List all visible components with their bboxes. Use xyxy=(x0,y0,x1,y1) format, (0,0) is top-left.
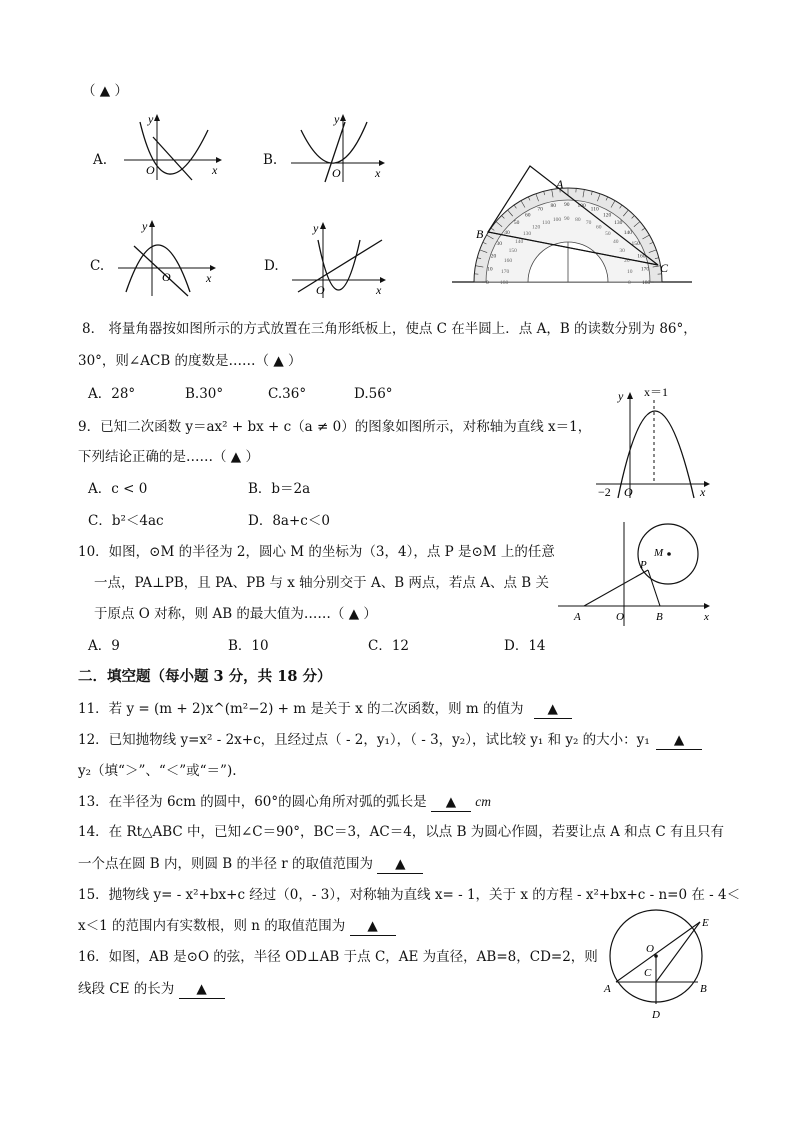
q8-line1: 8． 将量角器按如图所示的方式放置在三角形纸板上，使点 C 在半圆上．点 A，B 的读数分别为 86°， xyxy=(82,321,697,337)
q10-option-c: C．12 xyxy=(368,638,410,654)
q10-label-x: x xyxy=(704,611,709,623)
q9-parabola-graph xyxy=(592,382,714,500)
q7-d-y: y xyxy=(313,221,319,235)
q10-circle-figure xyxy=(556,518,716,628)
protractor-label-c: C xyxy=(660,261,669,275)
q8-option-d: D.56° xyxy=(354,386,393,402)
q9-line2: 下列结论正确的是……（ ▲ ） xyxy=(78,449,259,465)
q16-line2 xyxy=(78,980,225,999)
q7-graph-b xyxy=(287,112,387,184)
q7-option-a-label: A. xyxy=(93,152,108,168)
q12-answer-blank[interactable]: ▲ xyxy=(656,731,702,750)
q10-option-d: D．14 xyxy=(504,638,546,654)
q11-answer-blank[interactable]: ▲ xyxy=(534,700,572,719)
protractor-outer-label: 120 xyxy=(603,212,612,219)
q10-label-m: M xyxy=(654,547,664,559)
protractor-inner-label: 150 xyxy=(508,248,517,254)
protractor-outer-label: 10 xyxy=(487,266,493,273)
q14-line1: 14．在 Rt△ABC 中，已知∠C＝90°，BC＝3，AC＝4，以点 B 为圆心作圆，若要让点 A 和点 C 有且只有 xyxy=(78,824,725,840)
q8-option-c: C.36° xyxy=(268,386,307,402)
protractor-outer-label: 180 xyxy=(642,280,651,286)
q10-label-b: B xyxy=(656,611,663,623)
q7-option-d-label: D. xyxy=(264,258,279,274)
protractor-label-a: A xyxy=(556,177,564,191)
q15-line1: 15．抛物线 y= - x²+bx+c 经过（0，- 3），对称轴为直线 x= - 1，关于 x 的方程 - x²+bx+c - n=0 在 - 4＜ xyxy=(78,887,741,903)
protractor-outer-label: 0 xyxy=(486,280,489,286)
protractor-inner-label: 10 xyxy=(627,268,633,275)
q12-line2: y₂（填“＞”、“＜”或“＝”). xyxy=(78,763,237,779)
q10-line1: 10．如图，⊙M 的半径为 2，圆心 M 的坐标为（3，4），点 P 是⊙M 上的任意 xyxy=(78,544,555,560)
protractor-outer-label: 130 xyxy=(614,220,623,227)
q16-line1: 16．如图，AB 是⊙O 的弦，半径 OD⊥AB 于点 C，AE 为直径，AB=8，CD=2，则 xyxy=(78,949,598,965)
protractor-inner-label: 40 xyxy=(613,238,619,245)
q14-answer-blank[interactable]: ▲ xyxy=(377,855,423,874)
protractor-figure xyxy=(452,152,692,302)
protractor-inner-label: 140 xyxy=(514,238,524,245)
q11-text: 11．若 y = (m + 2)x^(m²−2) + m 是关于 x 的二次函数，则 m 的值为 xyxy=(78,701,524,717)
q13-unit: cm xyxy=(475,794,491,809)
q11-line xyxy=(78,700,572,719)
q16-text: 线段 CE 的长为 xyxy=(78,981,175,997)
q9-y-label: y xyxy=(618,389,624,403)
q15-answer-blank[interactable]: ▲ xyxy=(350,917,396,936)
protractor-outer-label: 40 xyxy=(504,229,510,236)
protractor-outer-label: 140 xyxy=(623,229,633,236)
q7-graph-d xyxy=(290,220,390,300)
q9-o-label: O xyxy=(624,485,633,499)
protractor-outer-label: 80 xyxy=(550,203,556,210)
q7-b-x: x xyxy=(375,166,381,180)
q8-line2: 30°，则∠ACB 的度数是……（ ▲ ） xyxy=(78,353,302,369)
protractor-inner-label: 110 xyxy=(542,219,551,226)
q7-graph-a xyxy=(120,112,225,184)
protractor-inner-label: 0 xyxy=(628,280,631,286)
protractor-outer-label: 30 xyxy=(496,241,502,247)
q10-label-a: A xyxy=(574,611,581,623)
protractor-inner-label: 100 xyxy=(552,216,562,223)
q7-a-x: x xyxy=(212,163,218,177)
q9-option-d: D．8a+c＜0 xyxy=(248,513,330,529)
protractor-outer-label: 170 xyxy=(640,266,650,273)
q7-c-o: O xyxy=(162,270,171,284)
q15-text: x＜1 的范围内有实数根，则 n 的取值范围为 xyxy=(78,918,346,934)
q10-line3: 于原点 O 对称，则 AB 的最大值为……（ ▲ ） xyxy=(94,606,377,622)
q14-line2 xyxy=(78,855,423,874)
q16-label-b: B xyxy=(700,983,707,995)
q13-line xyxy=(78,793,491,812)
protractor-outer-label: 90 xyxy=(564,202,570,208)
q16-label-d: D xyxy=(652,1009,660,1021)
protractor-inner-label: 20 xyxy=(624,258,630,265)
q7-d-x: x xyxy=(376,283,382,297)
protractor-outer-label: 20 xyxy=(490,253,497,260)
q9-x-label: x xyxy=(700,485,706,499)
q7-option-b-label: B. xyxy=(263,152,278,168)
q9-axis-label: x＝1 xyxy=(644,385,669,399)
protractor-inner-label: 80 xyxy=(575,216,581,223)
q7-a-y: y xyxy=(148,112,154,126)
q7-c-x: x xyxy=(206,271,212,285)
protractor-inner-label: 30 xyxy=(619,248,625,254)
protractor-outer-label: 150 xyxy=(631,241,640,247)
q12-line1 xyxy=(78,731,702,750)
q7-d-o: O xyxy=(316,283,325,297)
q8-option-b: B.30° xyxy=(185,386,224,402)
q8-option-a: A．28° xyxy=(88,386,136,402)
q9-option-c: C．b²＜4ac xyxy=(88,513,164,529)
q7-c-y: y xyxy=(142,219,148,233)
q16-label-e: E xyxy=(702,917,709,929)
protractor-outer-label: 160 xyxy=(637,253,646,260)
section2-title: 二．填空题（每小题 3 分，共 18 分） xyxy=(78,668,332,685)
protractor-inner-label: 60 xyxy=(596,224,602,231)
protractor-outer-label: 60 xyxy=(525,212,531,219)
q15-line2 xyxy=(78,917,396,936)
q7-b-y: y xyxy=(334,112,340,126)
q7-a-o: O xyxy=(146,163,155,177)
protractor-inner-label: 160 xyxy=(503,258,513,265)
q10-option-b: B．10 xyxy=(228,638,269,654)
protractor-outer-label: 70 xyxy=(537,206,543,213)
q9-line1: 9．已知二次函数 y＝ax² + bx + c（a ≠ 0）的图象如图所示，对称轴为直线 x＝1， xyxy=(78,419,592,435)
protractor-inner-label: 90 xyxy=(564,216,570,222)
q10-line2: 一点，PA⊥PB，且 PA、PB 与 x 轴分别交于 A、B 两点，若点 A、点 B 关 xyxy=(94,575,549,591)
protractor-inner-label: 170 xyxy=(500,268,510,275)
q14-text: 一个点在圆 B 内，则圆 B 的半径 r 的取值范围为 xyxy=(78,856,374,872)
q12-text: 12．已知抛物线 y=x² - 2x+c，且经过点（ - 2，y₁），（ - 3，y₂），试比较 y₁ 和 y₂ 的大小：y₁ xyxy=(78,732,650,748)
protractor-inner-label: 120 xyxy=(532,224,541,231)
protractor-outer-label: 50 xyxy=(513,220,520,227)
protractor-inner-label: 180 xyxy=(500,280,509,286)
q16-label-a: A xyxy=(604,983,611,995)
q7-answer-mark: （ ▲ ） xyxy=(82,83,128,99)
protractor-inner-label: 130 xyxy=(522,230,532,237)
protractor-inner-label: 50 xyxy=(605,230,611,237)
q16-label-o: O xyxy=(646,943,654,955)
q9-option-a: A．c < 0 xyxy=(88,481,148,497)
q9-neg2-label: −2 xyxy=(598,485,611,499)
protractor-outer-label: 100 xyxy=(577,203,586,210)
q16-label-c: C xyxy=(644,967,652,979)
q7-b-o: O xyxy=(332,166,341,180)
q16-circle-figure xyxy=(598,906,720,1026)
q10-label-p: P xyxy=(640,559,647,571)
q10-option-a: A．9 xyxy=(88,638,120,654)
q10-label-o: O xyxy=(616,611,624,623)
protractor-outer-label: 110 xyxy=(590,206,599,213)
q9-option-b: B．b＝2a xyxy=(248,481,311,497)
q13-text: 13．在半径为 6cm 的圆中，60°的圆心角所对弧的弧长是 xyxy=(78,794,427,810)
q13-answer-blank[interactable]: ▲ xyxy=(431,793,471,812)
protractor-inner-label: 70 xyxy=(585,219,592,226)
protractor-label-b: B xyxy=(476,227,484,241)
q16-answer-blank[interactable]: ▲ xyxy=(179,980,225,999)
q7-graph-c xyxy=(114,218,218,300)
q7-option-c-label: C. xyxy=(90,258,105,274)
